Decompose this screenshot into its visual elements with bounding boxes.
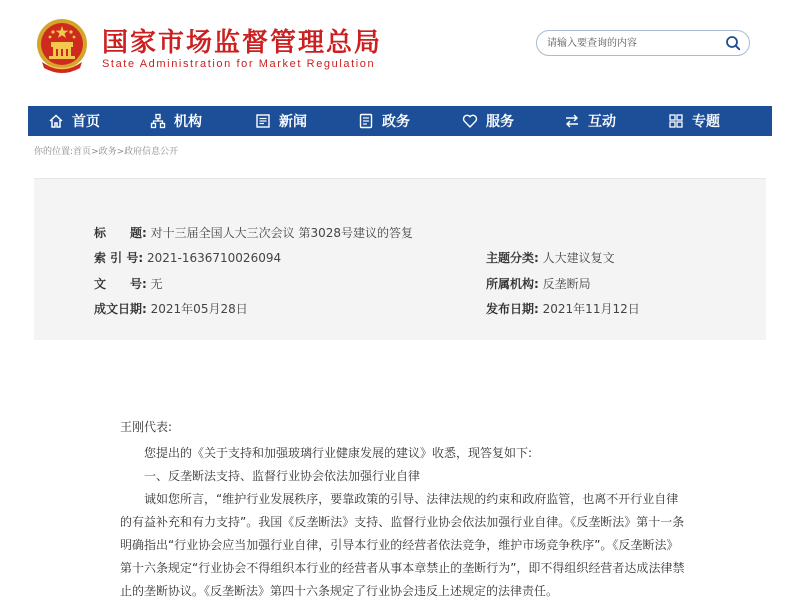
meta-category	[486, 249, 615, 266]
meta-agency-label: 所属机构:	[486, 277, 539, 291]
home-icon	[48, 113, 64, 129]
nav-item-label: 互动	[588, 114, 616, 130]
nav-item-news[interactable]	[255, 106, 307, 136]
site-subtitle: State Administration for Market Regulation	[102, 58, 376, 70]
meta-index-label: 索 引 号:	[94, 251, 144, 265]
site-header	[0, 0, 800, 100]
article-body	[34, 340, 766, 600]
nav-item-label: 首页	[72, 114, 100, 130]
nav-item-government-affairs[interactable]	[358, 106, 410, 136]
search-box	[536, 30, 750, 56]
breadcrumb-separator: >	[116, 147, 125, 157]
document-icon	[358, 113, 374, 129]
grid-icon	[668, 113, 684, 129]
nav-item-label: 服务	[486, 114, 514, 130]
meta-title	[94, 224, 413, 241]
breadcrumb-link-public-info[interactable]: 政府信息公开	[124, 147, 179, 157]
meta-published-label: 发布日期:	[486, 302, 539, 316]
breadcrumb-separator: >	[91, 147, 99, 157]
meta-published-date	[486, 300, 640, 317]
meta-agency-value: 反垄断局	[542, 277, 591, 291]
meta-category-value: 人大建议复文	[542, 251, 615, 265]
meta-title-label: 标 题:	[94, 226, 147, 240]
nav-item-services[interactable]	[462, 106, 514, 136]
meta-created-label: 成文日期:	[94, 302, 147, 316]
national-emblem-icon[interactable]	[36, 18, 88, 76]
meta-created-date	[94, 300, 248, 317]
meta-title-value: 对十三届全国人大三次会议 第3028号建议的答复	[150, 226, 413, 240]
meta-category-label: 主题分类:	[486, 251, 539, 265]
meta-index-value: 2021-1636710026094	[146, 251, 282, 265]
meta-published-value: 2021年11月12日	[542, 302, 640, 316]
meta-document-number	[94, 275, 163, 292]
meta-index-number	[94, 249, 281, 266]
breadcrumb-link-government-affairs[interactable]: 政务	[98, 147, 117, 157]
nav-item-label: 新闻	[279, 114, 307, 130]
document-metadata-panel	[34, 178, 766, 342]
breadcrumb-link-home[interactable]: 首页	[73, 147, 92, 157]
breadcrumb-prefix: 你的位置:	[34, 147, 74, 157]
nav-item-home[interactable]	[48, 106, 100, 136]
site-title[interactable]: 国家市场监督管理总局	[102, 28, 383, 58]
main-nav	[28, 106, 772, 136]
arrows-icon	[564, 113, 580, 129]
article-paragraph: 诚如您所言，“维护行业发展秩序，要靠政策的引导、法律法规的约束和政府监管，也离不开行业自律的有益补充和有力支持”。我国《反垄断法》支持、监督行业协会依法加强行业自律。《反垄断法》第十一条明确指出“行业协会应当加强行业自律，引导本行业的经营者依法竞争，维护市场竞争秩序”。《反垄断法》第十六条规定“行业协会不得组织本行业的经营者从事本章禁止的垄断行为”，即不得组织经营者达成法律禁止的垄断协议。《反垄断法》第四十六条规定了行业协会违反上述规定的法律责任。	[120, 492, 685, 598]
nav-item-label: 政务	[382, 114, 410, 130]
heart-icon	[462, 113, 478, 129]
search-icon[interactable]	[725, 35, 741, 51]
nav-item-label: 机构	[174, 114, 202, 130]
article-section-heading: 一、反垄断法支持、监督行业协会依法加强行业自律	[144, 469, 421, 483]
meta-docno-value: 无	[150, 277, 163, 291]
nav-item-interaction[interactable]	[564, 106, 616, 136]
nav-item-label: 专题	[692, 114, 720, 130]
meta-created-value: 2021年05月28日	[150, 302, 248, 316]
nav-item-organization[interactable]	[150, 106, 202, 136]
article-salutation: 王刚代表:	[120, 420, 173, 434]
meta-agency	[486, 275, 591, 292]
meta-docno-label: 文 号:	[94, 277, 147, 291]
nav-item-topics[interactable]	[668, 106, 720, 136]
newspaper-icon	[255, 113, 271, 129]
org-chart-icon	[150, 113, 166, 129]
article-paragraph: 您提出的《关于支持和加强玻璃行业健康发展的建议》收悉，现答复如下:	[144, 446, 533, 460]
breadcrumb	[34, 144, 178, 157]
search-input[interactable]	[547, 34, 717, 52]
